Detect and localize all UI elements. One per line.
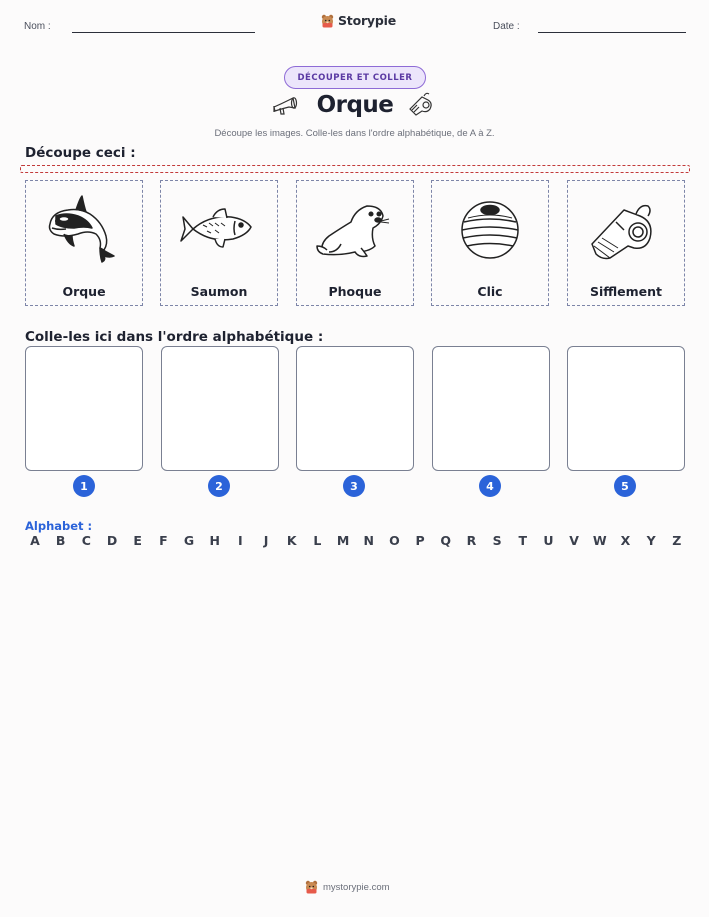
alphabet-letter: X xyxy=(620,533,631,548)
alphabet-letter: L xyxy=(313,533,322,548)
alphabet-letter: U xyxy=(543,533,554,548)
alphabet-letter: W xyxy=(592,533,607,548)
salmon-icon xyxy=(179,199,259,259)
card-label: Clic xyxy=(477,284,503,299)
paste-slot-4[interactable] xyxy=(432,346,550,471)
slot-number-badge: 4 xyxy=(479,475,501,497)
horn-icon xyxy=(271,94,303,118)
alphabet-letter: R xyxy=(466,533,477,548)
whistle-small-icon xyxy=(406,91,436,119)
cut-card-phoque[interactable] xyxy=(296,180,414,306)
paste-section-heading: Colle-les ici dans l'ordre alphabétique : xyxy=(25,329,324,345)
alphabet-letter: C xyxy=(81,533,91,548)
cut-card-clic[interactable] xyxy=(431,180,549,306)
date-label: Date : xyxy=(493,21,520,32)
brand-logo xyxy=(321,13,396,28)
footer xyxy=(305,880,390,894)
footer-url[interactable]: mystorypie.com xyxy=(323,881,390,893)
alphabet-letter: A xyxy=(30,533,40,548)
storypie-bear-icon xyxy=(321,14,334,28)
alphabet-letter: O xyxy=(389,533,400,548)
paste-slot-5[interactable] xyxy=(567,346,685,471)
alphabet-letter: Y xyxy=(646,533,656,548)
slot-number-badge: 2 xyxy=(208,475,230,497)
alphabet-row xyxy=(26,533,686,548)
alphabet-letter: K xyxy=(286,533,297,548)
orca-icon xyxy=(44,194,124,264)
alphabet-letter: S xyxy=(492,533,502,548)
date-line[interactable] xyxy=(538,32,686,33)
seal-icon xyxy=(315,194,395,264)
paste-slot-1[interactable] xyxy=(25,346,143,471)
alphabet-letter: M xyxy=(336,533,350,548)
click-ball-icon xyxy=(450,194,530,264)
card-label: Orque xyxy=(62,284,106,299)
name-label: Nom : xyxy=(24,21,51,32)
alphabet-letter: P xyxy=(415,533,425,548)
paste-slot-2[interactable] xyxy=(161,346,279,471)
card-label: Phoque xyxy=(328,284,382,299)
name-line[interactable] xyxy=(72,32,255,33)
alphabet-heading: Alphabet : xyxy=(25,519,93,533)
cut-section-heading: Découpe ceci : xyxy=(25,145,136,161)
page-title: Orque xyxy=(316,92,394,118)
alphabet-letter: T xyxy=(518,533,528,548)
slot-number-badge: 5 xyxy=(614,475,636,497)
slot-number-badge: 3 xyxy=(343,475,365,497)
cut-card-orque[interactable] xyxy=(25,180,143,306)
cut-card-saumon[interactable] xyxy=(160,180,278,306)
slot-number-badge: 1 xyxy=(73,475,95,497)
alphabet-letter: F xyxy=(159,533,168,548)
alphabet-letter: N xyxy=(363,533,374,548)
alphabet-letter: G xyxy=(183,533,195,548)
whistle-icon xyxy=(586,194,666,264)
alphabet-letter: I xyxy=(238,533,243,548)
alphabet-letter: Q xyxy=(440,533,452,548)
brand-name: Storypie xyxy=(338,13,396,28)
alphabet-letter: D xyxy=(106,533,118,548)
activity-badge: DÉCOUPER ET COLLER xyxy=(284,66,426,89)
alphabet-letter: E xyxy=(133,533,142,548)
alphabet-letter: Z xyxy=(672,533,682,548)
cut-card-sifflement[interactable] xyxy=(567,180,685,306)
storypie-bear-icon xyxy=(305,880,318,894)
alphabet-letter: B xyxy=(55,533,66,548)
alphabet-letter: J xyxy=(263,533,269,548)
alphabet-letter: V xyxy=(569,533,579,548)
paste-slot-3[interactable] xyxy=(296,346,414,471)
card-label: Sifflement xyxy=(589,284,663,299)
card-label: Saumon xyxy=(190,284,248,299)
alphabet-letter: H xyxy=(209,533,220,548)
cut-guide-line[interactable] xyxy=(20,165,690,173)
instructions: Découpe les images. Colle-les dans l'ordre alphabétique, de A à Z. xyxy=(214,128,495,139)
